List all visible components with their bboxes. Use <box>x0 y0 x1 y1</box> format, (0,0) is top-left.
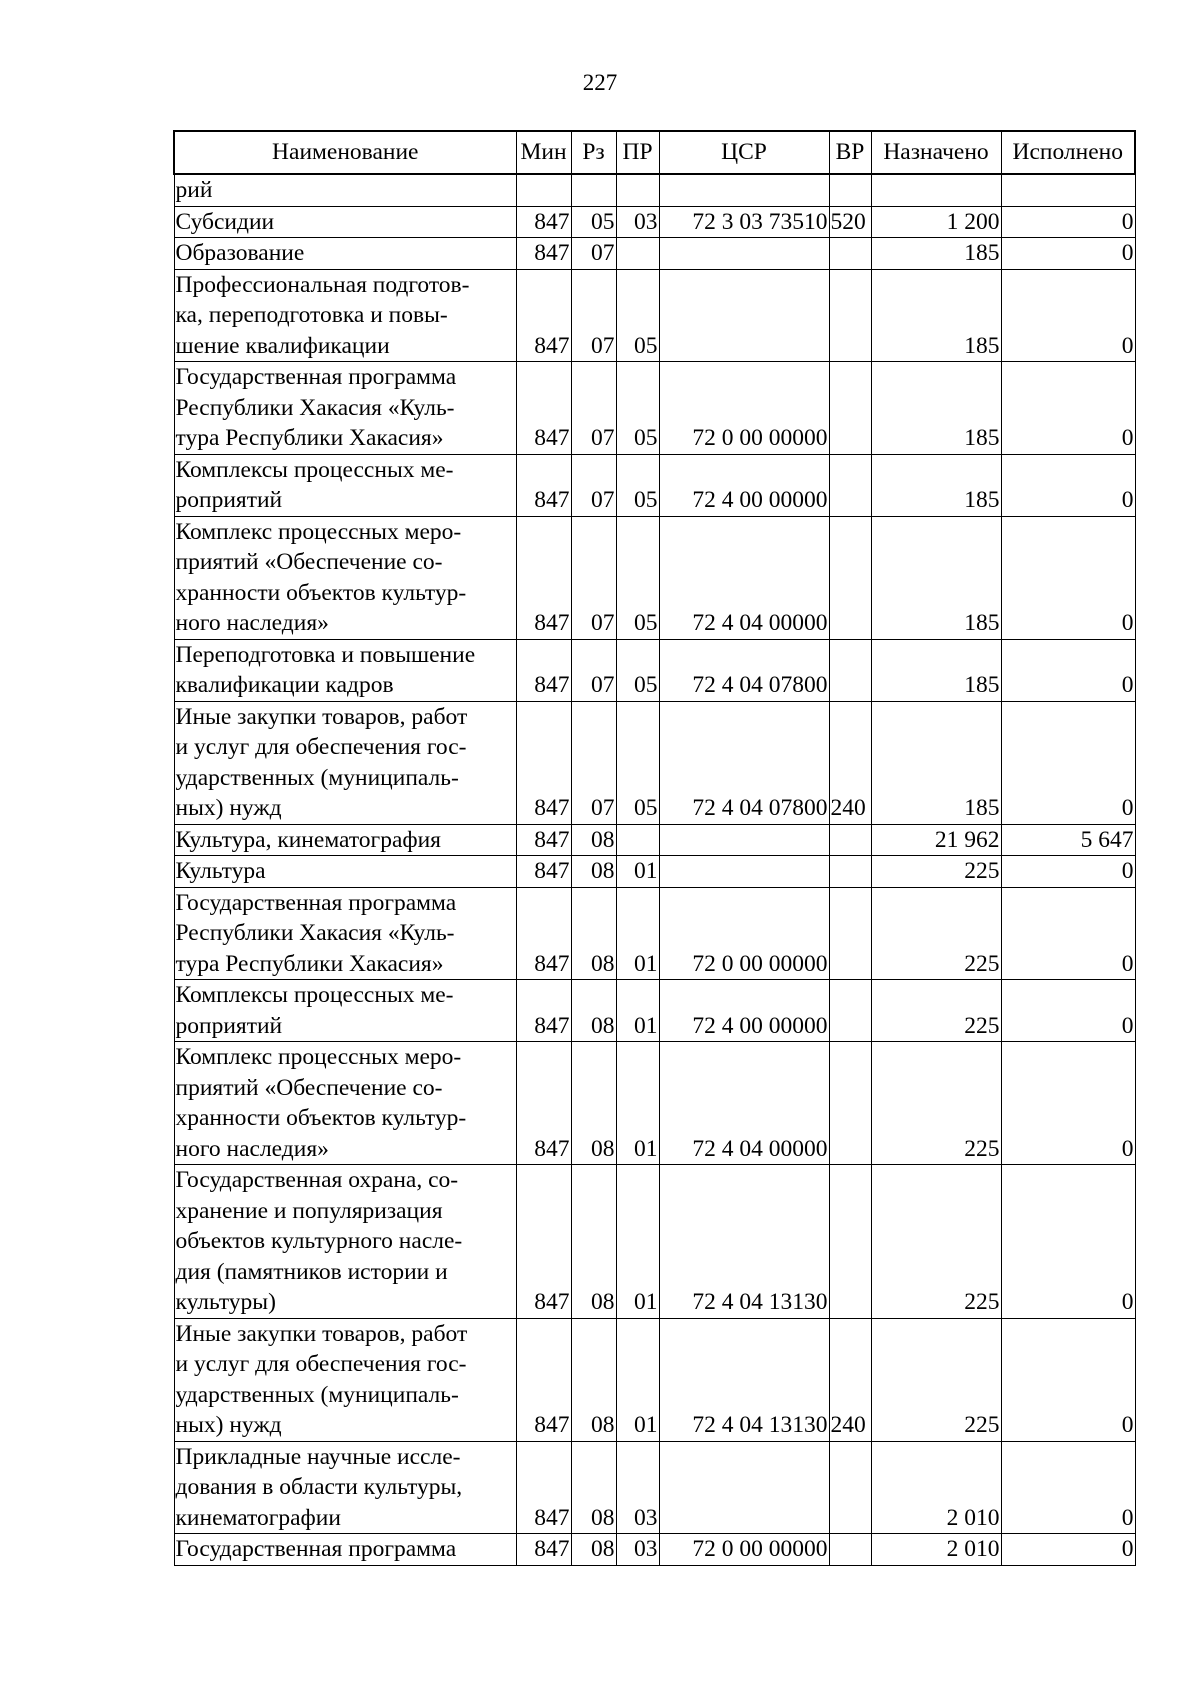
cell-vr <box>829 1441 871 1534</box>
cell-min: 847 <box>516 362 571 455</box>
table-row <box>174 269 1135 362</box>
cell-executed: 0 <box>1001 980 1135 1042</box>
cell-rz: 08 <box>571 1441 616 1534</box>
cell-csr: 72 4 04 13130 <box>659 1318 829 1441</box>
header-csr: ЦСР <box>659 131 829 174</box>
cell-rz: 07 <box>571 269 616 362</box>
cell-csr: 72 0 00 00000 <box>659 887 829 980</box>
cell-assigned: 1 200 <box>871 206 1001 238</box>
cell-pr: 03 <box>616 206 659 238</box>
cell-rz: 07 <box>571 701 616 824</box>
cell-pr: 05 <box>616 269 659 362</box>
cell-vr <box>829 238 871 270</box>
table-row <box>174 887 1135 980</box>
cell-vr: 520 <box>829 206 871 238</box>
cell-vr <box>829 174 871 206</box>
cell-csr: 72 3 03 73510 <box>659 206 829 238</box>
cell-rz: 08 <box>571 887 616 980</box>
cell-name: Культура, кинематография <box>174 824 516 856</box>
cell-vr <box>829 1534 871 1566</box>
cell-name: Образование <box>174 238 516 270</box>
header-min: Мин <box>516 131 571 174</box>
cell-assigned: 185 <box>871 701 1001 824</box>
cell-csr <box>659 856 829 888</box>
cell-csr <box>659 824 829 856</box>
cell-rz: 08 <box>571 824 616 856</box>
cell-min: 847 <box>516 1318 571 1441</box>
cell-assigned: 21 962 <box>871 824 1001 856</box>
table-row <box>174 206 1135 238</box>
cell-pr <box>616 824 659 856</box>
cell-executed: 0 <box>1001 1441 1135 1534</box>
cell-assigned: 185 <box>871 639 1001 701</box>
cell-rz: 08 <box>571 980 616 1042</box>
cell-pr: 05 <box>616 701 659 824</box>
cell-executed: 0 <box>1001 516 1135 639</box>
cell-pr: 05 <box>616 639 659 701</box>
cell-executed: 0 <box>1001 238 1135 270</box>
cell-pr: 01 <box>616 856 659 888</box>
cell-vr <box>829 1165 871 1319</box>
cell-name: Комплекс процессных меро- приятий «Обеспечение со- хранности объектов культур- ного наследия» <box>174 1042 516 1165</box>
header-rz: Рз <box>571 131 616 174</box>
cell-name: Иные закупки товаров, работ и услуг для обеспечения гос- ударственных (муниципаль- ных) нужд <box>174 1318 516 1441</box>
cell-min: 847 <box>516 269 571 362</box>
cell-vr <box>829 856 871 888</box>
table-row <box>174 1318 1135 1441</box>
cell-assigned: 225 <box>871 1042 1001 1165</box>
cell-rz: 08 <box>571 856 616 888</box>
cell-csr <box>659 269 829 362</box>
header-assigned: Назначено <box>871 131 1001 174</box>
cell-assigned: 185 <box>871 454 1001 516</box>
cell-min: 847 <box>516 1165 571 1319</box>
cell-csr <box>659 174 829 206</box>
cell-pr: 05 <box>616 454 659 516</box>
cell-csr: 72 0 00 00000 <box>659 362 829 455</box>
cell-rz <box>571 174 616 206</box>
cell-executed: 0 <box>1001 269 1135 362</box>
cell-executed: 0 <box>1001 1534 1135 1566</box>
cell-csr: 72 4 04 07800 <box>659 639 829 701</box>
table-row <box>174 174 1135 206</box>
cell-pr: 03 <box>616 1441 659 1534</box>
cell-executed: 0 <box>1001 454 1135 516</box>
cell-csr: 72 0 00 00000 <box>659 1534 829 1566</box>
cell-rz: 08 <box>571 1318 616 1441</box>
table-row <box>174 856 1135 888</box>
cell-min: 847 <box>516 1042 571 1165</box>
cell-min: 847 <box>516 639 571 701</box>
cell-vr <box>829 516 871 639</box>
cell-csr <box>659 238 829 270</box>
cell-vr <box>829 454 871 516</box>
cell-pr: 01 <box>616 1318 659 1441</box>
table-row <box>174 639 1135 701</box>
cell-executed: 0 <box>1001 206 1135 238</box>
cell-rz: 07 <box>571 516 616 639</box>
cell-csr: 72 4 04 13130 <box>659 1165 829 1319</box>
cell-pr <box>616 174 659 206</box>
cell-min: 847 <box>516 824 571 856</box>
cell-name: Государственная охрана, со- хранение и популяризация объектов культурного насле- дия (памятников истории и культуры) <box>174 1165 516 1319</box>
cell-pr: 03 <box>616 1534 659 1566</box>
cell-min: 847 <box>516 206 571 238</box>
cell-min: 847 <box>516 887 571 980</box>
page-number: 227 <box>582 70 618 95</box>
cell-pr: 01 <box>616 1165 659 1319</box>
table-row <box>174 980 1135 1042</box>
cell-assigned: 185 <box>871 516 1001 639</box>
table-row <box>174 1165 1135 1319</box>
cell-min: 847 <box>516 856 571 888</box>
header-pr: ПР <box>616 131 659 174</box>
cell-assigned: 225 <box>871 1165 1001 1319</box>
cell-rz: 08 <box>571 1534 616 1566</box>
cell-vr <box>829 980 871 1042</box>
cell-name: Переподготовка и повышение квалификации кадров <box>174 639 516 701</box>
cell-executed <box>1001 174 1135 206</box>
cell-csr: 72 4 04 00000 <box>659 1042 829 1165</box>
cell-name: Комплексы процессных ме- роприятий <box>174 454 516 516</box>
header-vr: ВР <box>829 131 871 174</box>
cell-csr: 72 4 00 00000 <box>659 980 829 1042</box>
cell-csr: 72 4 04 00000 <box>659 516 829 639</box>
table-row <box>174 824 1135 856</box>
cell-name: Иные закупки товаров, работ и услуг для обеспечения гос- ударственных (муниципаль- ных) нужд <box>174 701 516 824</box>
cell-rz: 07 <box>571 238 616 270</box>
cell-assigned: 2 010 <box>871 1441 1001 1534</box>
cell-name: Субсидии <box>174 206 516 238</box>
cell-assigned: 185 <box>871 238 1001 270</box>
cell-pr <box>616 238 659 270</box>
cell-min: 847 <box>516 516 571 639</box>
cell-executed: 0 <box>1001 887 1135 980</box>
cell-executed: 0 <box>1001 1318 1135 1441</box>
cell-pr: 05 <box>616 362 659 455</box>
cell-min: 847 <box>516 980 571 1042</box>
header-row <box>174 131 1135 174</box>
cell-name: Культура <box>174 856 516 888</box>
table-row <box>174 238 1135 270</box>
cell-name: рий <box>174 174 516 206</box>
cell-rz: 08 <box>571 1165 616 1319</box>
table-row <box>174 1441 1135 1534</box>
cell-vr: 240 <box>829 1318 871 1441</box>
header-executed: Исполнено <box>1001 131 1135 174</box>
table-row <box>174 701 1135 824</box>
cell-name: Государственная программа Республики Хакасия «Куль- тура Республики Хакасия» <box>174 887 516 980</box>
table-row <box>174 1042 1135 1165</box>
cell-assigned <box>871 174 1001 206</box>
table-row <box>174 516 1135 639</box>
cell-vr <box>829 269 871 362</box>
cell-csr: 72 4 00 00000 <box>659 454 829 516</box>
cell-vr <box>829 824 871 856</box>
cell-executed: 5 647 <box>1001 824 1135 856</box>
cell-assigned: 185 <box>871 362 1001 455</box>
table-header <box>174 131 1135 174</box>
table-row <box>174 454 1135 516</box>
cell-rz: 05 <box>571 206 616 238</box>
cell-assigned: 2 010 <box>871 1534 1001 1566</box>
table-row <box>174 1534 1135 1566</box>
cell-min: 847 <box>516 701 571 824</box>
cell-executed: 0 <box>1001 701 1135 824</box>
cell-pr: 01 <box>616 1042 659 1165</box>
cell-min: 847 <box>516 1534 571 1566</box>
cell-assigned: 225 <box>871 980 1001 1042</box>
cell-pr: 01 <box>616 887 659 980</box>
cell-rz: 07 <box>571 454 616 516</box>
cell-name: Прикладные научные иссле- дования в области культуры, кинематографии <box>174 1441 516 1534</box>
cell-vr <box>829 639 871 701</box>
cell-csr <box>659 1441 829 1534</box>
cell-name: Комплекс процессных меро- приятий «Обеспечение со- хранности объектов культур- ного наследия» <box>174 516 516 639</box>
cell-name: Комплексы процессных ме- роприятий <box>174 980 516 1042</box>
cell-executed: 0 <box>1001 1165 1135 1319</box>
cell-min <box>516 174 571 206</box>
cell-executed: 0 <box>1001 639 1135 701</box>
table-body <box>174 174 1135 1565</box>
cell-assigned: 225 <box>871 887 1001 980</box>
cell-vr: 240 <box>829 701 871 824</box>
cell-pr: 05 <box>616 516 659 639</box>
cell-assigned: 225 <box>871 1318 1001 1441</box>
cell-min: 847 <box>516 454 571 516</box>
cell-executed: 0 <box>1001 1042 1135 1165</box>
cell-vr <box>829 362 871 455</box>
cell-name: Государственная программа <box>174 1534 516 1566</box>
budget-table <box>173 130 1136 1566</box>
cell-min: 847 <box>516 238 571 270</box>
header-name: Наименование <box>174 131 516 174</box>
cell-executed: 0 <box>1001 362 1135 455</box>
cell-rz: 08 <box>571 1042 616 1165</box>
cell-executed: 0 <box>1001 856 1135 888</box>
cell-min: 847 <box>516 1441 571 1534</box>
cell-vr <box>829 887 871 980</box>
table-row <box>174 362 1135 455</box>
cell-vr <box>829 1042 871 1165</box>
cell-name: Профессиональная подготов- ка, переподготовка и повы- шение квалификации <box>174 269 516 362</box>
cell-rz: 07 <box>571 639 616 701</box>
cell-assigned: 225 <box>871 856 1001 888</box>
cell-name: Государственная программа Республики Хакасия «Куль- тура Республики Хакасия» <box>174 362 516 455</box>
cell-rz: 07 <box>571 362 616 455</box>
cell-csr: 72 4 04 07800 <box>659 701 829 824</box>
cell-pr: 01 <box>616 980 659 1042</box>
cell-assigned: 185 <box>871 269 1001 362</box>
